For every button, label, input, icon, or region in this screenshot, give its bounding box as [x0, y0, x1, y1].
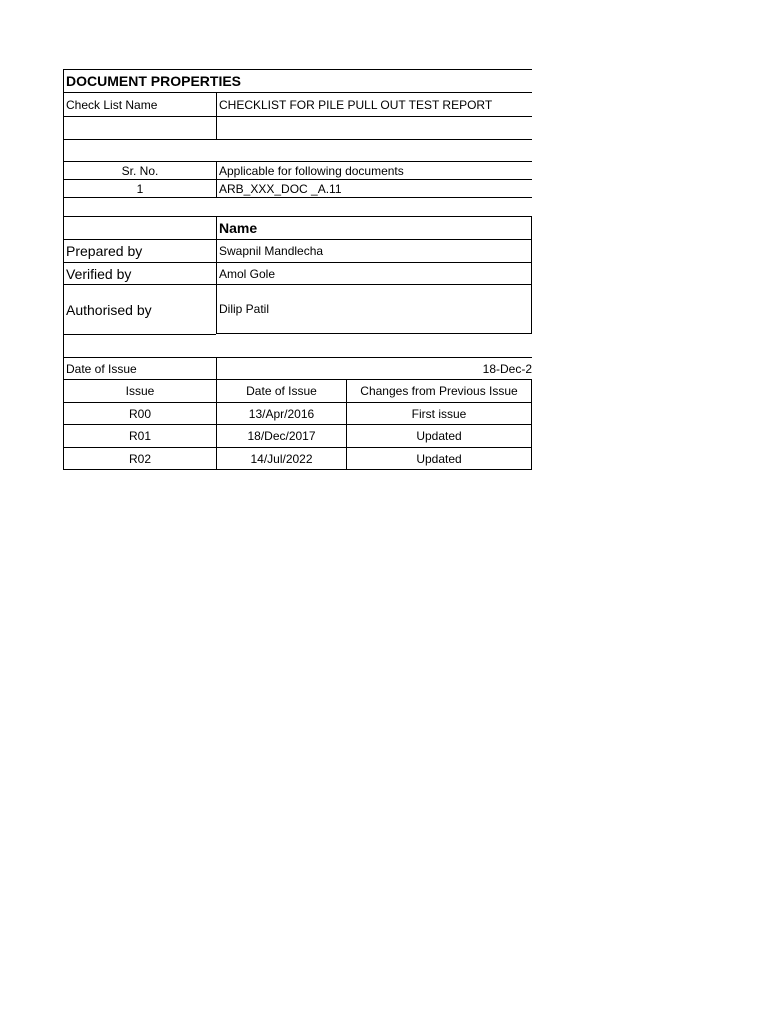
changes-cell: First issue: [346, 402, 532, 424]
changes-cell: Updated: [346, 424, 532, 447]
sheet-title: DOCUMENT PROPERTIES: [63, 69, 532, 92]
prepared-row: [63, 239, 532, 262]
spacer-cell: [63, 334, 216, 357]
prepared-by-name: Swapnil Mandlecha: [216, 239, 532, 262]
documents-row: [63, 179, 532, 197]
issue-cell: R00: [63, 402, 216, 424]
heading-row: [63, 69, 532, 92]
document-code-cell: ARB_XXX_DOC _A.11: [216, 179, 532, 197]
date-of-issue-value: 18-Dec-2: [216, 357, 532, 379]
authorised-row: [63, 284, 532, 334]
spacer-row: [63, 334, 532, 357]
issue-header: Issue: [63, 379, 216, 402]
applicable-documents-header: Applicable for following documents: [216, 161, 532, 179]
checklist-row: [63, 92, 532, 116]
verified-row: [63, 262, 532, 284]
spacer-row: [63, 139, 532, 161]
changes-header: Changes from Previous Issue: [346, 379, 532, 402]
verified-by-label: Verified by: [63, 262, 216, 284]
table-row: [63, 447, 532, 470]
prepared-by-label: Prepared by: [63, 239, 216, 262]
issue-table-header: [63, 379, 532, 402]
issue-date-cell: 13/Apr/2016: [216, 402, 346, 424]
issue-date-cell: 14/Jul/2022: [216, 447, 346, 470]
issue-cell: R01: [63, 424, 216, 447]
empty-cell: [63, 216, 216, 239]
checklist-value: CHECKLIST FOR PILE PULL OUT TEST REPORT: [216, 92, 532, 116]
table-row: [63, 402, 532, 424]
checklist-label: Check List Name: [63, 92, 216, 116]
table-row: [63, 424, 532, 447]
documents-header-row: [63, 161, 532, 179]
issue-cell: R02: [63, 447, 216, 470]
issue-date-cell: 18/Dec/2017: [216, 424, 346, 447]
name-header: Name: [216, 216, 532, 239]
date-of-issue-label: Date of Issue: [63, 357, 216, 379]
authorised-by-name: Dilip Patil: [216, 284, 532, 334]
empty-cell: [216, 116, 532, 139]
name-header-row: [63, 216, 532, 239]
spacer-cell: [63, 139, 532, 161]
authorised-by-label: Authorised by: [63, 284, 216, 334]
document-properties-sheet: [63, 69, 532, 470]
empty-cell: [63, 116, 216, 139]
changes-cell: Updated: [346, 447, 532, 470]
issue-date-header: Date of Issue: [216, 379, 346, 402]
sr-no-header: Sr. No.: [63, 161, 216, 179]
date-of-issue-row: [63, 357, 532, 379]
verified-by-name: Amol Gole: [216, 262, 532, 284]
spacer-row: [63, 197, 532, 216]
spacer-cell: [63, 197, 532, 216]
empty-row: [63, 116, 532, 139]
sr-no-cell: 1: [63, 179, 216, 197]
